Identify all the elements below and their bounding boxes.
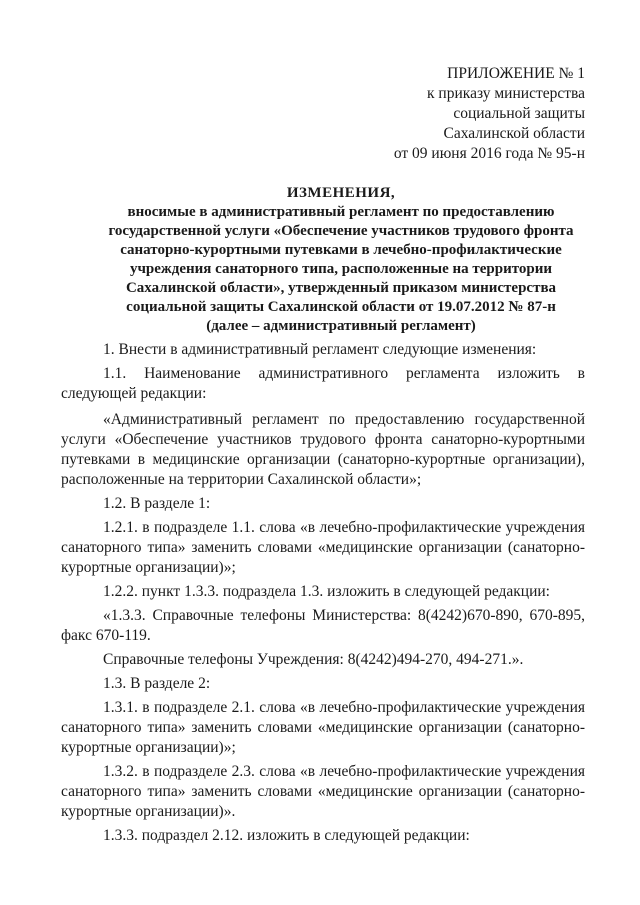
- quoted-title-line: путевками в медицинские организации (санаторно-курортные организации),: [61, 451, 585, 468]
- paragraph: 1.2.1. в подразделе 1.1. слова «в лечебно-профилактические учреждения: [103, 519, 585, 536]
- title-line: учреждения санаторного типа, расположенные на территории: [129, 261, 553, 277]
- title-line: Сахалинской области», утвержденный приказом министерства: [125, 280, 557, 296]
- paragraph: 1.2.2. пункт 1.3.3. подраздела 1.3. изложить в следующей редакции:: [103, 583, 550, 600]
- title-line: вносимые в административный регламент по предоставлению: [127, 204, 555, 220]
- paragraph-continuation: санаторного типа» заменить словами «медицинские организации (санаторно-: [61, 719, 585, 736]
- paragraph: 1.3.2. в подразделе 2.3. слова «в лечебно-профилактические учреждения: [103, 763, 585, 780]
- quoted-title-line: расположенные на территории Сахалинской области»;: [61, 471, 422, 488]
- title-line: санаторно-курортными путевками в лечебно-профилактические: [120, 242, 562, 258]
- title-line: социальной защиты Сахалинской области от 19.07.2012 № 87-н: [126, 299, 556, 315]
- section-heading: 1.3. В разделе 2:: [103, 675, 211, 692]
- title-heading: ИЗМЕНЕНИЯ,: [286, 185, 396, 201]
- paragraph-continuation: санаторного типа» заменить словами «медицинские организации (санаторно-: [61, 783, 585, 800]
- paragraph-continuation: санаторного типа» заменить словами «медицинские организации (санаторно-: [61, 539, 585, 556]
- paragraph-continuation: курортные организации)»;: [61, 739, 236, 756]
- paragraph-continuation: курортные организации)».: [61, 803, 236, 820]
- paragraph: 1.3.3. подраздел 2.12. изложить в следующей редакции:: [103, 827, 470, 844]
- paragraph: 1. Внести в административный регламент следующие изменения:: [103, 341, 537, 358]
- quoted-title-line: «Административный регламент по предоставлению государственной: [103, 411, 585, 428]
- paragraph-continuation: следующей редакции:: [61, 385, 207, 402]
- title-line: государственной услуги «Обеспечение участников трудового фронта: [108, 223, 574, 239]
- paragraph-continuation: факс 670-119.: [61, 627, 151, 644]
- paragraph: «1.3.3. Справочные телефоны Министерства: 8(4242)670-890, 670-895,: [103, 607, 585, 624]
- title-line: (далее – административный регламент): [206, 318, 476, 334]
- paragraph: Справочные телефоны Учреждения: 8(4242)494-270, 494-271.».: [103, 651, 524, 668]
- appendix-ministry-line: социальной защиты: [453, 105, 585, 122]
- paragraph: 1.1. Наименование административного регламента изложить в: [103, 365, 585, 382]
- appendix-region-line: Сахалинской области: [443, 125, 585, 142]
- appendix-title: ПРИЛОЖЕНИЕ № 1: [447, 65, 585, 82]
- paragraph-continuation: курортные организации)»;: [61, 559, 236, 576]
- appendix-date-line: от 09 июня 2016 года № 95-н: [393, 145, 585, 162]
- paragraph: 1.3.1. в подразделе 2.1. слова «в лечебно-профилактические учреждения: [103, 699, 585, 716]
- document-title: [76, 184, 606, 336]
- document-body: [61, 340, 585, 846]
- quoted-title-line: услуги «Обеспечение участников трудового фронта санаторно-курортными: [61, 431, 585, 448]
- appendix-order-line: к приказу министерства: [427, 85, 585, 102]
- section-heading: 1.2. В разделе 1:: [103, 495, 211, 512]
- appendix-header: [285, 64, 585, 164]
